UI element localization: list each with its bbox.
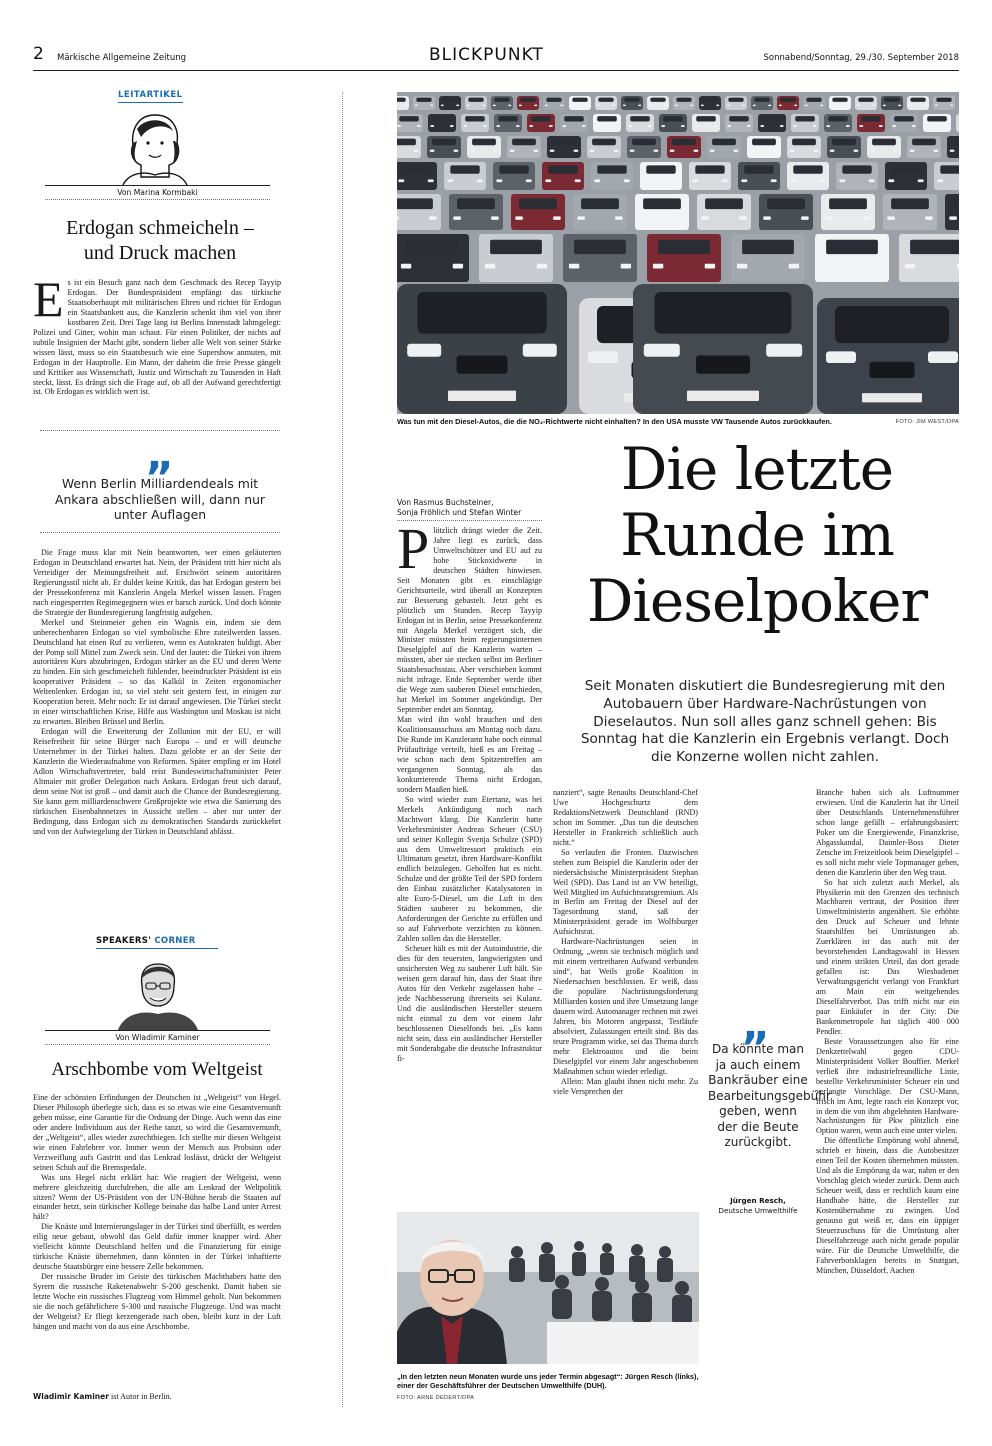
leitartikel-para-4: Erdogan will die Erweiterung der Zollunion mit der EU, er will Reisefreiheit für seine Bürger nach Europa – und er will deutsche Unternehmer in der Türkei halten. Dazu gelobte er an der Seite der Kanzlerin die Wiederaufnahme von Reformen. Später empfing er im Hotel Adlon Wirtschaftsvertreter, bald reist Bundeswirtschaftsminister Peter Altmaier mit großer Delegation nach Ankara. Erdogan freut sich darauf, denn seine Not ist groß – und damit auch die Chance der Bundesregierung. Sie kann gern milliardenschwere Großprojekte wie etwa die Sanierung des türkischen Eisenbahnnetzes in Aussicht stellen – aber nur unter der Bedingung, dass Erdogan sich zu demokratischen Standards zurückkehrt und von der Aufwiegelung der Türken in Deutschland ablässt.: [33, 727, 281, 836]
main-column-1: [397, 526, 542, 1190]
main-headline: [556, 436, 958, 634]
main-byline: [397, 498, 542, 518]
main-headline-2: Runde im: [620, 501, 894, 569]
main-photo-caption: Was tun mit den Diesel-Autos, die die NO₂-Richtwerte nicht einhalten? In den USA musste VW Tausende Autos zurückkaufen.: [397, 417, 832, 426]
speakers-para-2: Was uns Hegel nicht erklärt hat: Wie reagiert der Weltgeist, wenn mehrere gleichzeitig durchdrehen, die alle am Lenkrad der Weltpolitik sitzen? Wenn der US-Präsident von der UN-Bühne herab die Staaten auf einander hetzt, sein türkischer Kollege beinahe das halbe Land unter Arrest hält?: [33, 1172, 281, 1222]
main-col4-para-3: Beste Voraussetzungen also für eine Denkzettelwahl gegen CDU-Ministerpräsident Volker Bouffier. Merkel verließ ihre industriefreundliche Linie, bestellte Verkehrsminister Scheuer ein und verlangte Vorschläge. Der CSU-Mann, frisch im Amt, legte rasch ein Konzept vor, in dem die von ihm abgelehnten Hardware-Nachrüstungen für Pkw plötzlich eine Option waren, wenn auch eine unter vielen.: [816, 1036, 959, 1136]
speakers-para-1: Eine der schönsten Erfindungen der Deutschen ist „Weltgeist“ von Hegel. Dieser Philosoph überlegte sich, dass es so etwas wie eine Gesamtvernunft geben müsse, eine Garantie für die Ordnung der Dinge. Auch wenn das eine oder andere Individuum aus der Reihe tanzt, so wird die Gesamtvernunft, der „Weltgeist“, alles wieder zurechtbiegen. Ich stellte mir diesen Weltgeist wie einen Fahrlehrer vor. Immer wenn der Mensch aus Probsinn oder Verzweiflung aufs Gastritt und das Lenkrad loslässt, drückt der Weltgeist seinen Schuh auf die Bremspedale.: [33, 1093, 281, 1172]
speakers-body: [33, 1093, 281, 1403]
leitartikel-kicker: LEITARTIKEL: [118, 90, 183, 103]
photo-resch-caption: „In den letzten neun Monaten wurde uns jeder Termin abgesagt“: Jürgen Resch (links), einer der Geschäftsführer der Deutschen Umwelthilfe (DUH).: [397, 1372, 699, 1390]
main-column-4: [816, 788, 959, 1406]
speakers-headline: Arschbombe vom Weltgeist: [51, 1059, 263, 1080]
issue-date: Sonnabend/Sonntag, 29./30. September 2018: [763, 53, 959, 63]
section-title: BLICKPUNKT: [429, 45, 544, 65]
speakers-byline-rule: [45, 1030, 270, 1031]
main-col2-para-2: So verlaufen die Fronten. Dazwischen stehen zum Beispiel die Kanzlerin oder der niedersächsische Ministerpräsident Stephan Weil (SPD). Das Land ist an VW beteiligt, Weil Mitglied im Aufsichtsratsgremium. Als in Berlin am Freitag der Diesel auf der Tagesordnung stand, saß der Ministerpräsident gerade im Wolfsburger Aufsichtsrat.: [553, 847, 698, 937]
main-quote-icon: „: [741, 999, 771, 1050]
leitartikel-body-1: [33, 278, 281, 428]
main-col4-para-1: Branche haben sich als Luftnummer erwiesen. Und die Kanzlerin hat ihr Urteil über Deutschlands Unternehmensführer schon lange gefällt – erfahrungsbasiert: Poker um die Energiewende, Finanzkrise, Abgasskandal, Daimler-Boss Dieter Zetsche im Freizeitlook beim Dieselgipfel – es soll nicht mehr viele Topmanager geben, denen die Kanzlerin über den Weg traut.: [816, 788, 959, 877]
pullquote-rule-bottom: [40, 532, 280, 533]
speakers-para-3: Die Knäste und Internierungslager in der Türkei sind überfüllt, es werden eilig neue gebaut, obwohl das Geld dafür immer knapper wird. Aber vielleicht könnte Deutschland helfen und die Finanzierung für einige türkische Knäste übernehmen, dann könnten in der Türkei inhaftierte deutsche Staatsbürger eine bessere Zelle bekommen.: [33, 1222, 281, 1272]
leitartikel-para-3: Merkel und Steinmeier gehen ein Wagnis ein, indem sie dem unberechenbaren Erdogan so viel symbolische Ehre zuteilwerden lassen. Deutschland hat einen Ruf zu verlieren, wenn es Autokraten huldigt. Aber der Pomp soll Mittel zum Zweck sein. Und der lautet: die Türkei von ihrem autoritären Kurs abzubringen, Erdogan stärker an die EU und deren Werte zu binden. Ein sich geschmeichelt fühlender, beeindruckter Präsident ist ein kooperativer Präsident – so das Kalkül in Zeiten ergonomischer Weltenlenker. Erdogan ist, so viel steht seit gestern fest, in einigen zur Kooperation bereit. Mehr noch: Er ist darauf angewiesen. Die Türkei steckt in einer wirtschaftlichen Krise, Hilfe aus Washington und Moskau ist nicht zu erwarten. Bleiben Brüssel und Berlin.: [33, 617, 281, 727]
main-column-2: [553, 788, 698, 1190]
drop-cap: E: [33, 278, 64, 327]
main-byline-1: Von Rasmus Buchsteiner,: [397, 498, 494, 507]
column-divider: [342, 92, 343, 1407]
byline-rule: [45, 185, 270, 186]
main-photo-cars: [397, 92, 959, 414]
main-col4-para-4: Die öffentliche Empörung wohl ahnend, schrieb er hinein, dass die Autobesitzer einen Teil der Kosten übernehmen müssten. Und als die Empörung da war, nahm er den Vorschlag gleich wieder zurück. Denn auch Scheuer weiß, dass er rechtlich kaum eine Handhabe hätte, die Hersteller zur Kostenübernahme zu zwingen. Und genauso gut weiß er, dass ein üppiger Steuerzuschuss für die Umrüstung alter Dieselfahrzeuge auch nicht gerade populär wäre. Für die Deutsche Umwelthilfe, die Fahrverbotsklagen bereits in Stuttgart, München, Düsseldorf, Aachen: [816, 1136, 959, 1275]
main-col1-para-2: Man wird ihn wohl brauchen und den Koalitionsausschuss am Montag noch dazu. Die Runde im Kanzleramt habe noch einmal Prüfaufträge verteilt, hieß es am Freitag – wie schon nach dem Spitzentreffen am vergangenen Sonntag, als das konkurrierende Thema nicht Erdogan, sondern Maaßen hieß.: [397, 715, 542, 794]
speakers-kicker: [96, 936, 196, 946]
portrait-kaminer: [112, 956, 204, 1030]
leitartikel-body-2: [33, 548, 281, 910]
headline-line-2: und Druck machen: [83, 242, 237, 264]
speakers-byline: Von Wladimir Kaminer: [115, 1033, 200, 1042]
paper-name: Märkische Allgemeine Zeitung: [57, 53, 187, 63]
main-dek: Seit Monaten diskutiert die Bundesregierung mit den Autobauern über Hardware-Nachrüstungen von Dieselautos. Nun soll alles ganz schnell gehen: Bis Sonntag hat die Kanzlerin ein Ergebnis verlangt. Doch die Konzerne wollen nicht zahlen.: [580, 678, 950, 766]
page-number: 2: [33, 44, 44, 64]
header-rule: [33, 70, 959, 71]
leitartikel-byline: Von Marina Kormbaki: [117, 188, 198, 197]
speakers-para-4: Der russische Bruder im Geiste des türkischen Machthabers hatte den Syrern die russische Raketenabwehr S-200 geschenkt. Damit haben sie letzte Woche ein russisches Flugzeug vom Himmel geholt. Nun bekommen sie die noch gefährlichere S-300 und russische Flugzeuge. Und was macht der Weltgeist? Er fliegt kerzengerade nach oben, bleibt kurz in der Luft hängen und macht von da aus eine Arschbombe.: [33, 1272, 281, 1331]
quote-name: Jürgen Resch,: [730, 1196, 786, 1205]
main-col2-para-3: Hardware-Nachrüstungen seien in Ordnung, „wenn sie technisch möglich und mit einem vertretbaren Aufwand verbunden sind“, hat Weils große Koalition in Niedersachsen beschlossen. Er weiß, dass die populäre Nachrüstungsforderung Milliarden kosten und ihre Umsetzung lange dauern wird. Automanager rechnen mit zwei Jahren, bis Motoren angepasst, Testläufe absolviert, Zulassungen erteilt sind. Bis das teure Programm wirke, sei das Thema durch mehr Elektroautos und die beim Dieselgipfel vor einem Jahr angeschobenen Maßnahmen schon wieder erledigt.: [553, 937, 698, 1076]
main-col1-para-1: lötzlich drängt wieder die Zeit. Jahre liegt es zurück, dass Umweltschützer und EU auf zu hohe Stickoxidwerte in deutschen Städten hinwiesen. Seit Monaten gibt es einschlägige Gerichtsurteile, wird überall an Konzepten zur Besserung gebastelt. Jetzt geht es plötzlich um Stunden. Recep Tayyip Erdogan ist in Berlin, seine Pressekonferenz mit Angela Merkel verzögert sich, die Minister müssten beim regierungsinternen Dieselgipfel auf die Kanzlerin warten – müssten, aber sie stecken selbst im Berliner Staatsbesuchsstau. Aber verschieben kommt nicht infrage. Ende September werde über die Wege zum sauberen Diesel entschieden, hat Merkel im Sommer angekündigt. Der September endet am Sonntag.: [397, 526, 542, 715]
speakers-dotted-rule: [45, 1044, 270, 1045]
quote-icon: „: [145, 429, 175, 480]
main-col1-para-4: Scheuer hält es mit der Autoindustrie, die dies für den teuersten, langwierigsten und unsichersten Weg zu sauberer Luft hält. Sie weisen gern darauf hin, dass der Staat ihre Autos für den Verkehr zugelassen habe – jede Nachbesserung ihrerseits sei Kulanz. Und die ausländischen Hersteller steuern nicht einmal zu dem vor einem Jahr beschlossenen Dieselfonds bei. „Es kann nicht sein, dass ein ausländischer Hersteller mit Sonderabgabe die deutsche Infrastruktur fi-: [397, 944, 542, 1063]
main-col2-para-4: Allein: Man glaubt ihnen nicht mehr. Zu viele Versprechen der: [553, 1076, 698, 1096]
leitartikel-para-2: Die Frage muss klar mit Nein beantworten, wer einen geläuterten Erdogan in Deutschland erwartet hat. Nein, der Präsident tritt hier nicht als Verteidiger der Meinungsfreiheit auf. Erschwört seinem autoritären Regierungsstil nicht ab. Er duldet keine Kritik, das hat Erdogan gestern bei der Pressekonferenz mit Kanzlerin Angela Merkel wissen lassen. Fragen nach eingesperrten Regimegegnern wies er barsch zurück. Und doch könnte die Strategie der Bundesregierung langfristig aufgehen.: [33, 548, 281, 617]
speakers-kicker-2: CORNER: [154, 936, 196, 946]
quote-attribution: [708, 1196, 808, 1215]
main-photo-credit: FOTO: JIM WEST/DPA: [895, 419, 959, 425]
byline-dotted-rule: [45, 199, 270, 200]
main-headline-3: Dieselpoker: [586, 567, 928, 635]
leitartikel-headline: [40, 216, 280, 266]
portrait-kormbaki: [115, 107, 195, 185]
main-pullquote: Da könnte man ja auch einem Bankräuber eine Bearbeitungsgebühr geben, wenn der die Beute zurückgibt.: [708, 1042, 831, 1149]
author-note: ist Autor in Berlin.: [108, 1392, 172, 1401]
main-headline-1: Die letzte: [620, 435, 894, 503]
main-col4-para-2: So hat sich zuletzt auch Merkel, als Physikerin mit den Grenzen des technisch Machbaren vertraut, der Position ihrer Umweltministerin angenähert. Sie erhöhte den Druck auf Scheuer und lehnte Staatshilfen bei Umrüstungen ab. Zuerklären ist das auch mit der bevorstehenden Landtagswahl in Hessen und einem strikten Urteil, das dort gerade gefallen ist: Das Wiesbadener Verwaltungsgericht verlangt von Frankfurt am Main ein weitgehendes Dieselfahrverbot. Das trifft nicht nur ein paar Einkäufer in der City: Die Bankenmetropole hat täglich 400 000 Pendler.: [816, 877, 959, 1036]
main-drop-cap: P: [397, 526, 430, 581]
photo-resch: [397, 1212, 699, 1364]
leitartikel-para-1: s ist ein Besuch ganz nach dem Geschmack des Recep Tayyip Erdogan. Der Bundespräsident empfängt das türkische Staatsoberhaupt mit militärischen Ehren und richtet für Erdogan ein Staatsbankett aus, die Kanzlerin schenkt ihm viel von ihrer kostbaren Zeit. Drei Tage lang ist Berlins Innenstadt lahmgelegt: Polizei und Gitter, wohin man schaut. Für einen Politiker, der nichts auf subtile Insignien der Macht gibt, sondern lieber alle Welt von seiner Stärke wissen lässt, muss so ein Staatsbesuch wie eine Supershow anmuten, mit Erdogan in der Hauptrolle. Ein Mann, der daheim die freie Presse gängelt und Kritiker aus Wissenschaft, Justiz und Wirtschaft zu Tausenden in Haft steckt, lässt. Es drängt sich die Frage auf, ob all der Aufwand gerechtfertigt ist. Ob Erdogan es wirklich wert ist.: [33, 278, 281, 397]
page-header: [33, 44, 959, 70]
main-col2-para-1: nanziert“, sagte Renaults Deutschland-Chef Uwe Hochgeschurtz dem RedaktionsNetzwerk Deutschland (RND) schon im Sommer. „Das tun die deutschen Hersteller in Frankreich schließlich auch nicht.“: [553, 788, 698, 847]
speakers-kicker-1: SPEAKERS': [96, 936, 152, 946]
headline-line-1: Erdogan schmeicheln –: [66, 217, 254, 239]
leitartikel-pullquote: Wenn Berlin Milliardendeals mit Ankara abschließen will, dann nur unter Auflagen: [54, 476, 266, 522]
author-name: Wladimir Kaminer: [33, 1392, 109, 1401]
speakers-kicker-underline: [96, 948, 218, 949]
main-col1-para-3: So wird wieder zum Etertanz, was bei Merkels Ankündigung noch nach Machtwort klang. Die Kanzlerin hatte Verkehrsminister Andreas Scheuer (CSU) und seiner Kollegin Svenja Schulze (SPD) aus dem Umweltressort praktisch ein Ultimatum gesetzt, ihren Hardware-Konflikt endlich beizulegen. Geholfen hat es nicht. Schulze und der größte Teil der SPD fordern den Einbau zusätzlicher Katalysatoren in alte Euro-5-Diesel, um die Luft in den Städten sauberer zu bekommen, die Anforderungen der Gerichte zu erfüllen und so auf Fahrverbote verzichten zu können. Zahlen sollen das die Hersteller.: [397, 794, 542, 944]
photo-resch-credit: FOTO: ARNE DEDERT/DPA: [397, 1395, 475, 1401]
main-byline-rule: [397, 520, 542, 521]
speakers-author-note: [33, 1392, 281, 1403]
quote-role: Deutsche Umwelthilfe: [718, 1205, 798, 1215]
main-byline-2: Sonja Fröhlich und Stefan Winter: [397, 508, 522, 517]
